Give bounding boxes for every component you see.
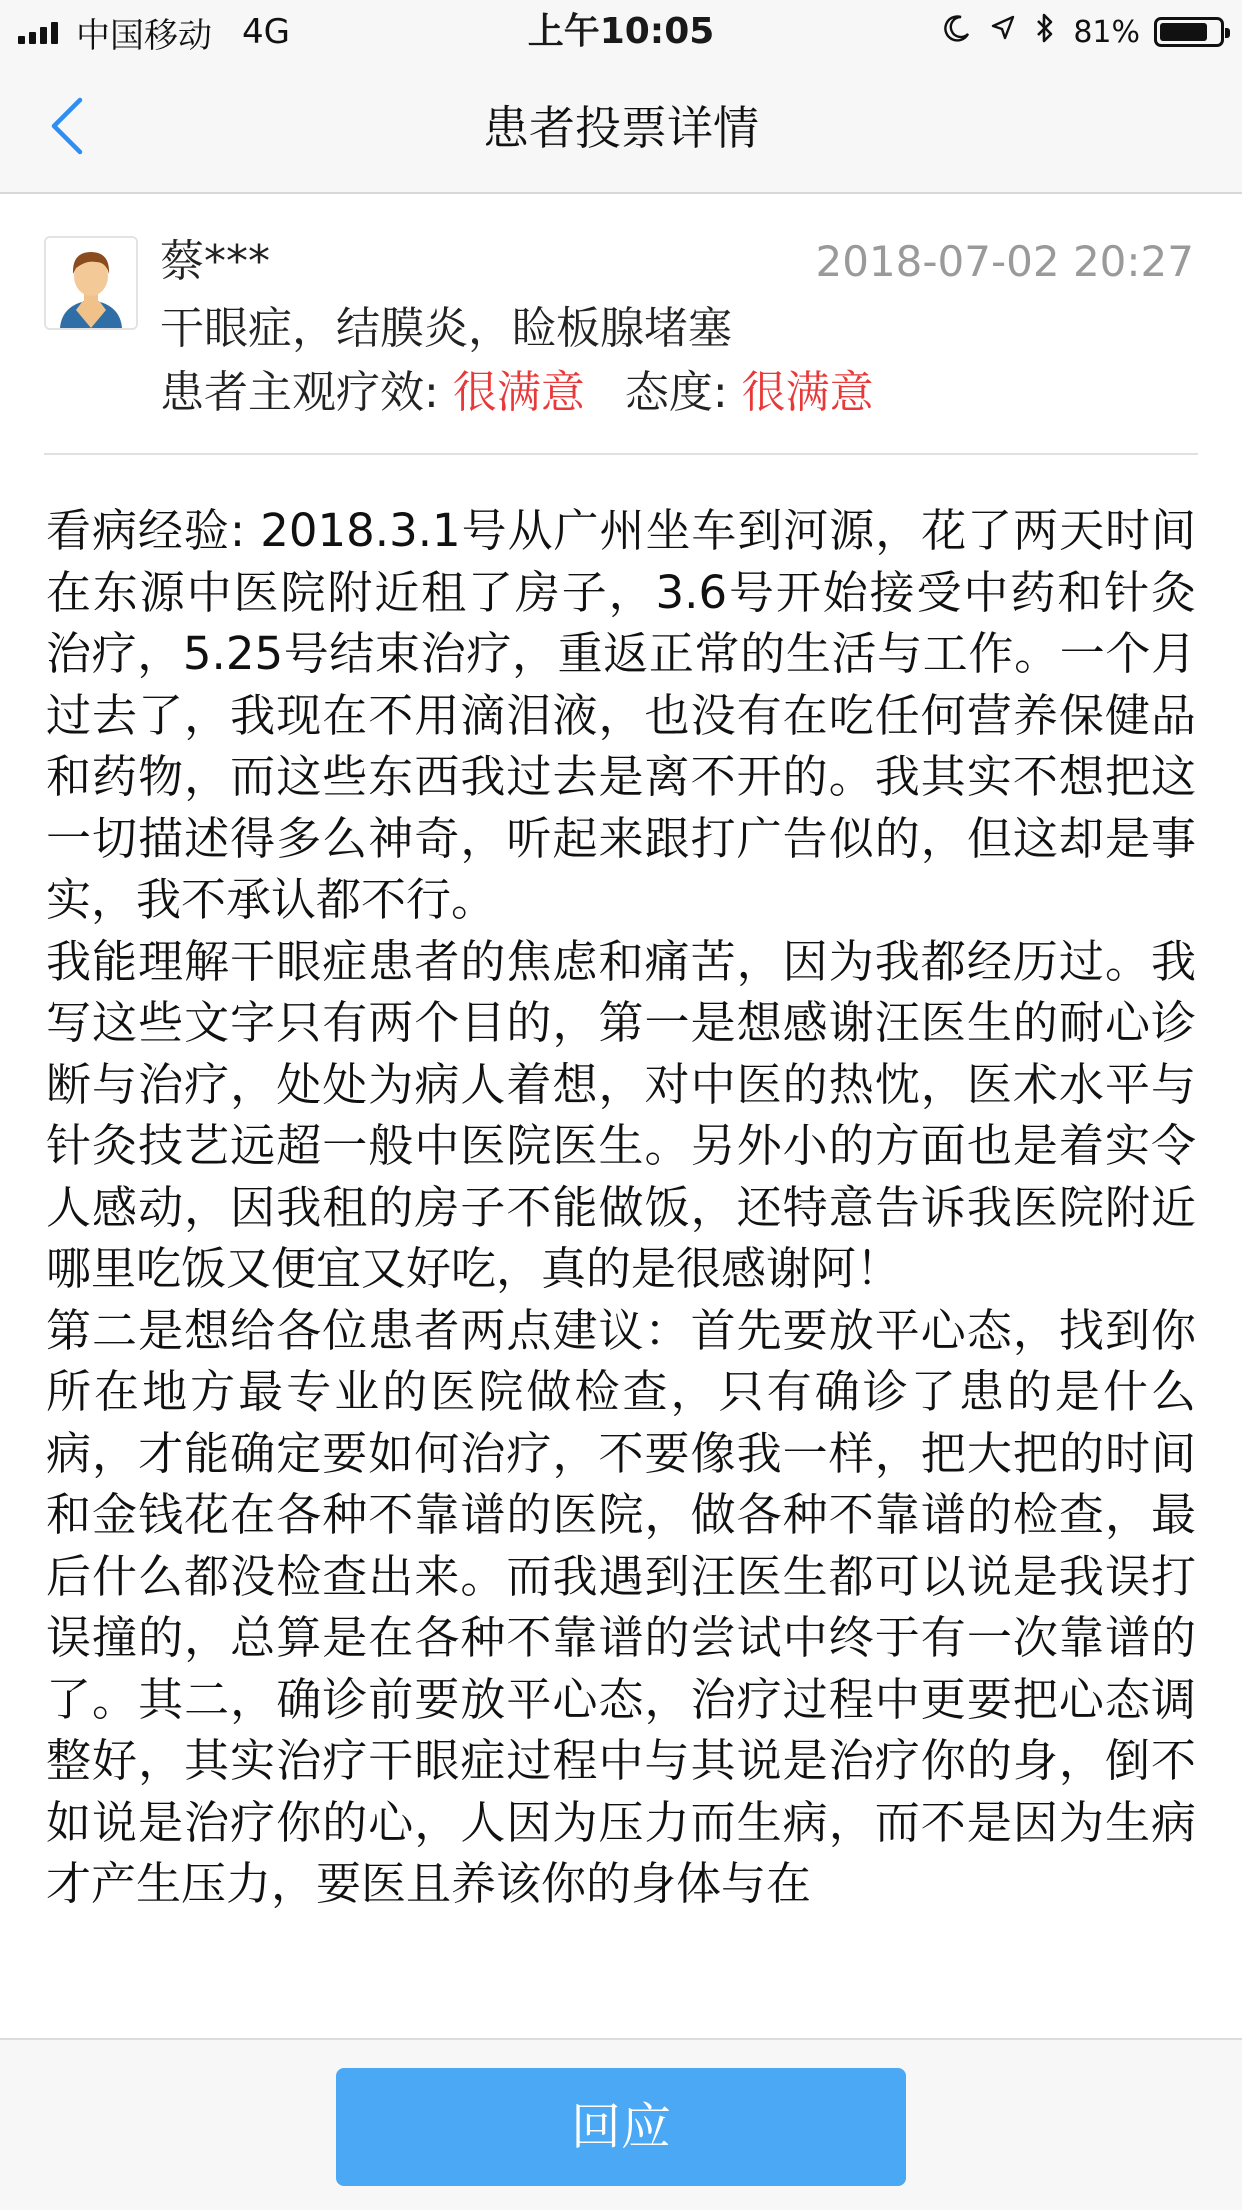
review-content [46,500,1196,2038]
bluetooth-icon [1035,12,1055,52]
diagnosis-text: 干眼症，结膜炎，睑板腺堵塞 [160,303,732,354]
divider [44,453,1198,455]
status-right [925,8,1224,56]
user-avatar-icon [46,238,136,328]
battery-fill [1160,23,1207,41]
battery-icon [1154,17,1224,47]
location-arrow-icon [989,14,1017,50]
review-paragraph: 第二是想给各位患者两点建议：首先要放平心态，找到你所在地方最专业的医院做检查，只有确诊了患的是什么病，才能确定要如何治疗，不要像我一样，把大把的时间和金钱花在各种不靠谱的医院，做各种不靠谱的检查，最后什么都没检查出来。而我遇到汪医生都可以说是我误打误撞的，总算是在各种不靠谱的尝试中终于有一次靠谱的了。其二，确诊前要放平心态，治疗过程中更要把心态调整好，其实治疗干眼症过程中与其说是治疗你的身，倒不如说是治疗你的心，人因为压力而生病，而不是因为生病才产生压力，要医且养该你的身体与在 [46,1303,1196,1910]
status-bar [0,0,1242,64]
navigation-bar [0,64,1242,194]
attitude-label: 态度: [624,367,728,418]
signal-icon [18,20,62,44]
status-time: 上午10:05 [527,11,715,52]
chevron-left-icon [36,86,116,166]
page-title: 患者投票详情 [483,101,759,155]
effect-value: 很满意 [452,367,585,418]
network-type: 4G [242,12,290,52]
respond-button[interactable]: 回应 [336,2068,906,2186]
carrier-name: 中国移动 [76,15,212,56]
ratings-line [160,364,874,422]
battery-cap [1225,28,1230,38]
review-paragraph: 看病经验: 2018.3.1号从广州坐车到河源，花了两天时间在东源中医院附近租了房子，3.6号开始接受中药和针灸治疗，5.25号结束治疗，重返正常的生活与工作。一个月过去了，我现在不用滴泪液，也没有在吃任何营养保健品和药物，而这些东西我过去是离不开的。我其实不想把这一切描述得多么神奇，听起来跟打广告似的，但这却是事实，我不承认都不行。 [46,504,1196,926]
reviewer-name: 蔡*** [160,236,270,287]
moon-icon [943,14,971,50]
bottom-bar [0,2038,1242,2210]
effect-label: 患者主观疗效: [160,367,439,418]
avatar [44,236,138,330]
review-paragraph: 我能理解干眼症患者的焦虑和痛苦，因为我都经历过。我写这些文字只有两个目的，第一是想感谢汪医生的耐心诊断与治疗，处处为病人着想，对中医的热忱，医术水平与针灸技艺远超一般中医院医生。另外小的方面也是着实令人感动，因我租的房子不能做饭，还特意告诉我医院附近哪里吃饭又便宜又好吃，真的是很感谢阿！ [46,934,1196,1295]
review-date: 2018-07-02 20:27 [815,237,1194,286]
status-left [18,8,290,56]
battery-percent: 81% [1073,14,1140,50]
back-button[interactable] [36,86,116,166]
attitude-value: 很满意 [741,367,874,418]
